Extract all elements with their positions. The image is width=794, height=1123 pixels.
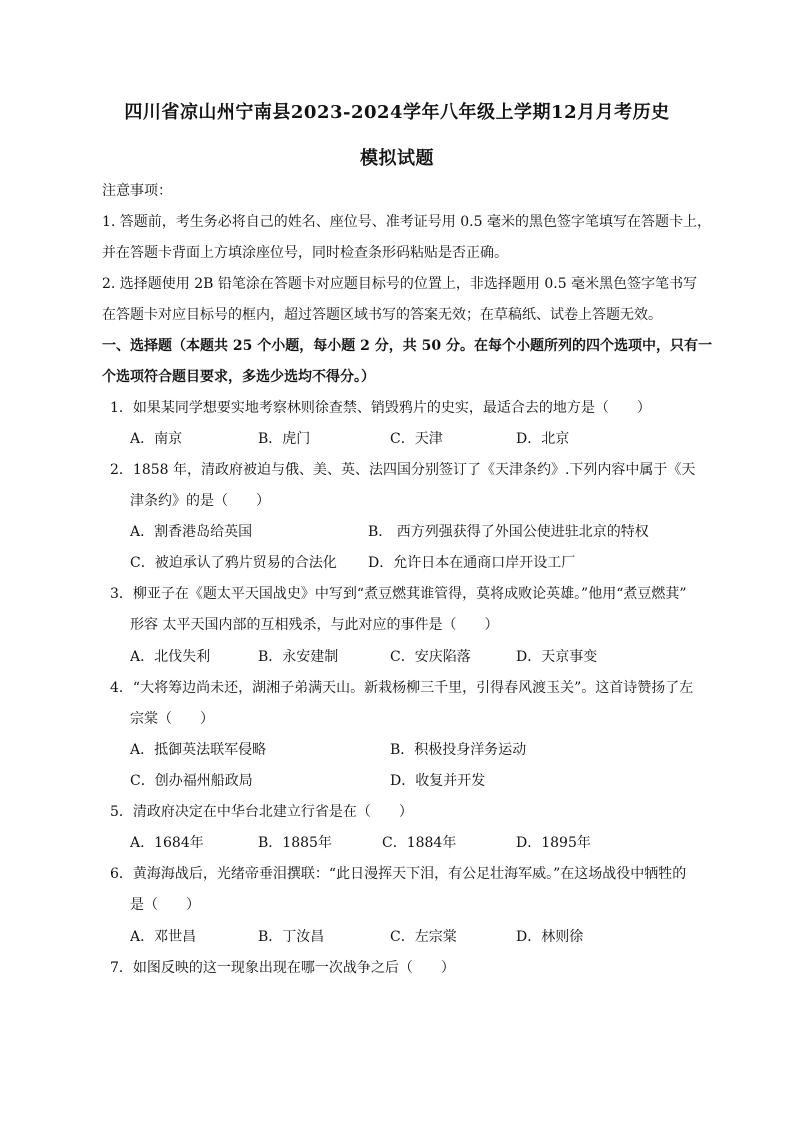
question-1-option-b: B．虎门 xyxy=(258,431,311,447)
notes-label: 注意事项： xyxy=(102,183,172,199)
question-3-stem-line2: 形容 太平天国内部的互相残杀，与此对应的事件是（ ） xyxy=(130,617,499,633)
question-5-stem: 5．清政府决定在中华台北建立行省是在（ ） xyxy=(110,804,413,820)
question-2-option-d: D．允许日本在通商口岸开设工厂 xyxy=(368,555,576,571)
note-item-1-line2: 并在答题卡背面上方填涂座位号，同时检查条形码粘贴是否正确。 xyxy=(102,245,508,261)
question-1-option-a: A．南京 xyxy=(130,431,183,447)
question-3-option-b: B．永安建制 xyxy=(258,649,339,665)
question-3-option-d: D．天京事变 xyxy=(516,649,598,665)
question-6-stem-line2: 是（ ） xyxy=(130,897,200,913)
note-item-1-line1: 1. 答题前，考生务必将自己的姓名、座位号、准考证号用 0.5 毫米的黑色签字笔填写在答题卡上， xyxy=(102,214,711,230)
question-5-option-b: B．1885年 xyxy=(258,835,332,851)
exam-title-line2: 模拟试题 xyxy=(360,148,434,169)
question-1-option-d: D．北京 xyxy=(516,431,570,447)
question-4-option-c: C．创办福州船政局 xyxy=(130,773,253,789)
question-4-option-d: D．收复并开发 xyxy=(390,773,486,789)
question-2-option-a: A．割香港岛给英国 xyxy=(130,524,253,540)
question-2-stem-line2: 津条约》的是（ ） xyxy=(130,493,270,509)
question-5-option-d: D．1895年 xyxy=(516,835,591,851)
question-1-option-c: C．天津 xyxy=(390,431,443,447)
question-6-option-d: D．林则徐 xyxy=(516,929,584,945)
question-4-option-b: B．积极投身洋务运动 xyxy=(390,742,527,758)
note-item-2-line2: 在答题卡对应目标号的框内，超过答题区域书写的答案无效；在草稿纸、试卷上答题无效。 xyxy=(102,307,662,323)
question-6-option-c: C．左宗棠 xyxy=(390,929,457,945)
question-7-stem: 7．如图反映的这一现象出现在哪一次战争之后（ ） xyxy=(110,960,455,976)
exam-title-line1: 四川省凉山州宁南县2023-2024学年八年级上学期12月月考历史 xyxy=(124,102,670,123)
question-5-option-c: C．1884年 xyxy=(382,835,457,851)
question-6-stem-line1: 6．黄海海战后，光绪帝垂泪撰联：“此日漫挥天下泪，有公足壮海军威。”在这场战役中牺牲的 xyxy=(110,866,687,882)
question-3-stem-line1: 3．柳亚子在《题太平天国战史》中写到“煮豆燃萁谁管得，莫将成败论英雄。”他用“煮豆燃萁” xyxy=(110,586,687,602)
question-5-option-a: A．1684年 xyxy=(130,835,204,851)
question-3-option-c: C．安庆陷落 xyxy=(390,649,471,665)
question-4-stem-line1: 4．“大将筹边尚未还，湖湘子弟满天山。新栽杨柳三千里，引得春风渡玉关”。这首诗赞扬了左 xyxy=(110,680,694,696)
section-heading-line1: 一、选择题（本题共 25 个小题，每小题 2 分，共 50 分。在每个小题所列的四个选项中，只有一 xyxy=(102,338,712,354)
question-1-stem: 1．如果某同学想要实地考察林则徐查禁、销毁鸦片的史实，最适合去的地方是（ ） xyxy=(110,400,651,416)
question-4-option-a: A．抵御英法联军侵略 xyxy=(130,742,267,758)
question-2-option-c: C．被迫承认了鸦片贸易的合法化 xyxy=(130,555,337,571)
question-2-stem-line1: 2．1858 年，清政府被迫与俄、美、英、法四国分别签订了《天津条约》.下列内容中属于《天 xyxy=(110,462,696,478)
question-6-option-b: B．丁汝昌 xyxy=(258,929,325,945)
question-4-stem-line2: 宗棠（ ） xyxy=(130,711,214,727)
question-3-option-a: A．北伐失利 xyxy=(130,649,211,665)
section-heading-line2: 个选项符合题目要求，多选少选均不得分。） xyxy=(102,369,375,385)
question-6-option-a: A．邓世昌 xyxy=(130,929,197,945)
question-2-option-b: B． 西方列强获得了外国公使进驻北京的特权 xyxy=(368,524,649,540)
note-item-2-line1: 2. 选择题使用 2B 铅笔涂在答题卡对应题目标号的位置上，非选择题用 0.5 毫米黑色签字笔书写 xyxy=(102,276,698,292)
